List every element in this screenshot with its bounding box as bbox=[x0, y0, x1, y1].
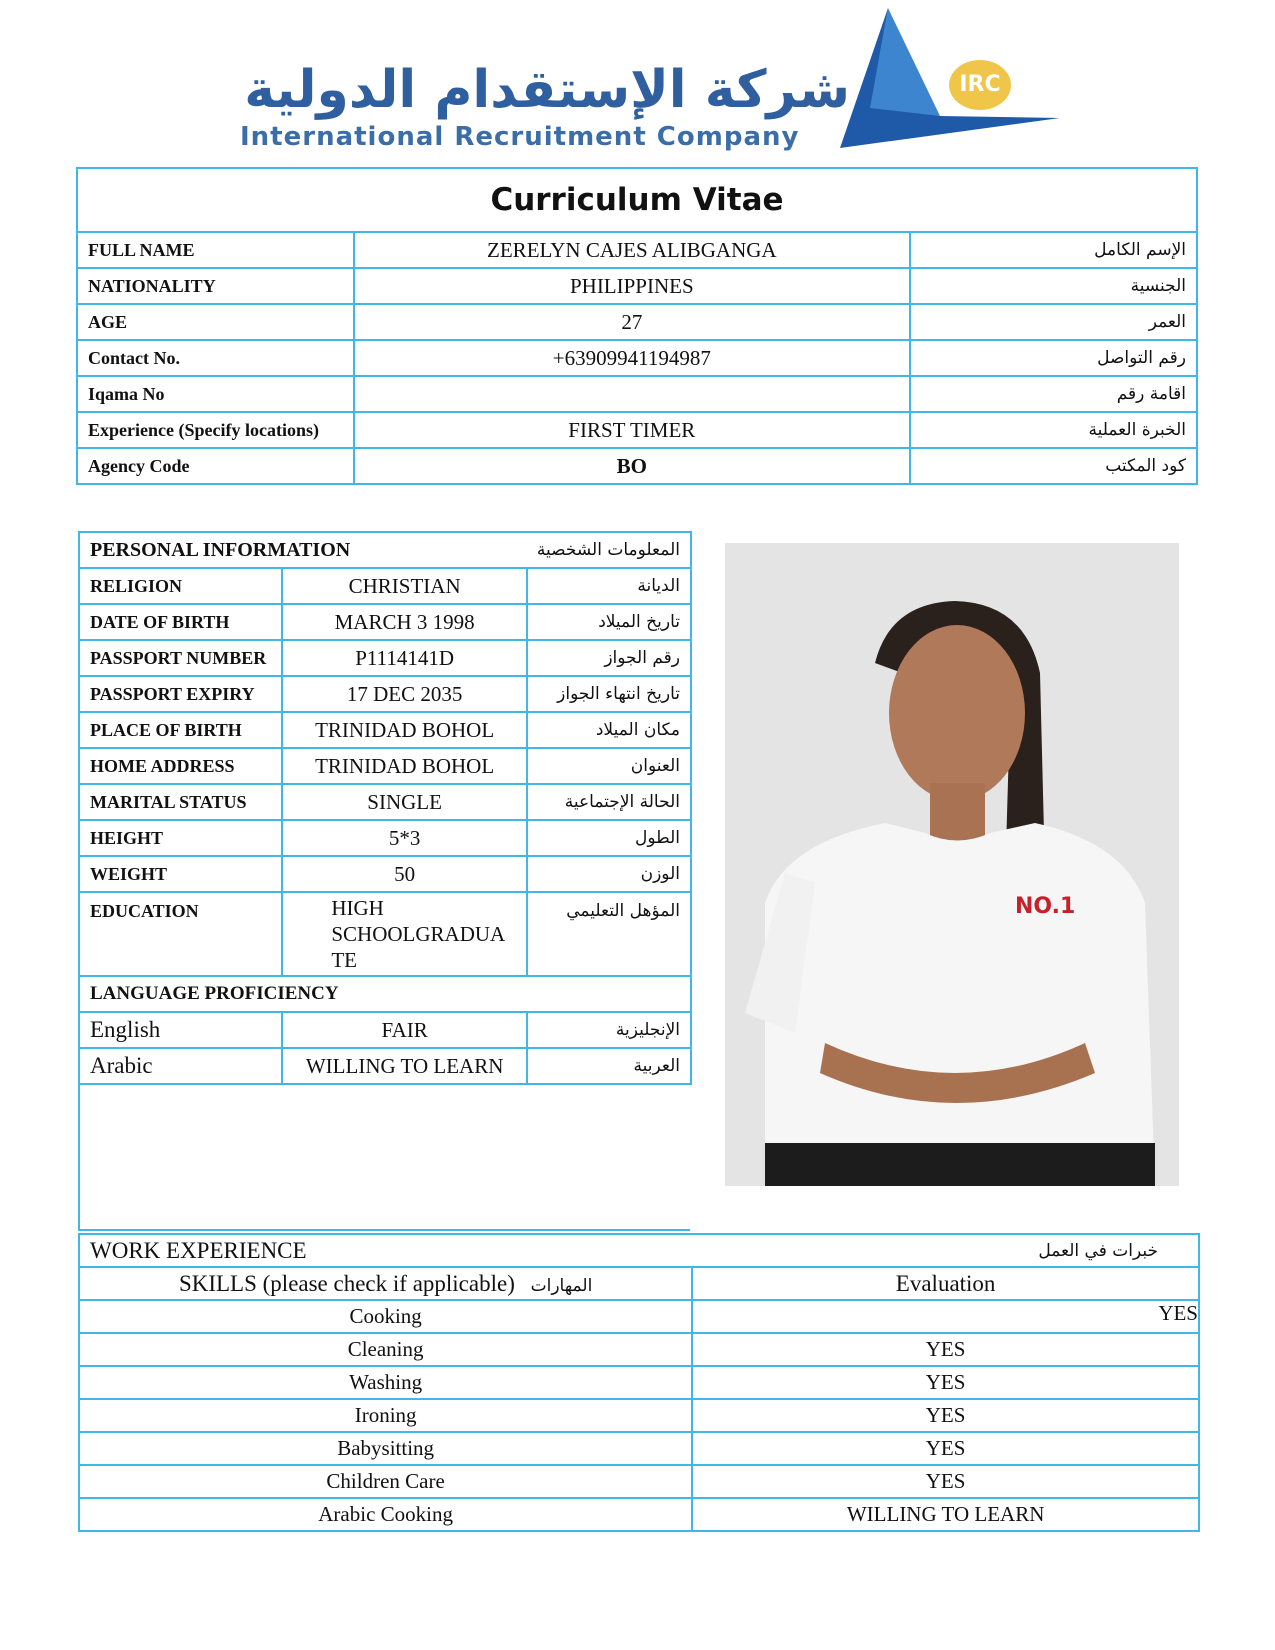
table-row bbox=[79, 1333, 1199, 1366]
table-row bbox=[79, 604, 691, 640]
table-row bbox=[77, 268, 1197, 304]
field-label-arabic: الخبرة العملية bbox=[910, 412, 1197, 448]
field-label-arabic: مكان الميلاد bbox=[527, 712, 691, 748]
field-value: PHILIPPINES bbox=[354, 268, 910, 304]
logo-english-name: International Recruitment Company bbox=[240, 122, 800, 152]
field-label: Contact No. bbox=[77, 340, 354, 376]
language-heading: LANGUAGE PROFICIENCY bbox=[79, 976, 691, 1012]
field-value: 50 bbox=[282, 856, 527, 892]
page-title: Curriculum Vitae bbox=[77, 168, 1197, 232]
field-value: 27 bbox=[354, 304, 910, 340]
skill-name: Washing bbox=[79, 1366, 692, 1399]
skill-evaluation: YES bbox=[692, 1300, 1199, 1333]
field-label: AGE bbox=[77, 304, 354, 340]
field-label-arabic: الديانة bbox=[527, 568, 691, 604]
field-value: CHRISTIAN bbox=[282, 568, 527, 604]
field-label-arabic: الجنسية bbox=[910, 268, 1197, 304]
table-row bbox=[77, 448, 1197, 484]
personal-info-table bbox=[78, 531, 692, 1085]
field-value: TRINIDAD BOHOL bbox=[282, 712, 527, 748]
field-label: Experience (Specify locations) bbox=[77, 412, 354, 448]
field-label: MARITAL STATUS bbox=[79, 784, 282, 820]
language-level: WILLING TO LEARN bbox=[282, 1048, 527, 1084]
table-row bbox=[77, 232, 1197, 268]
skill-name: Ironing bbox=[79, 1399, 692, 1432]
field-label-arabic: العمر bbox=[910, 304, 1197, 340]
svg-text:NO.1: NO.1 bbox=[1015, 894, 1076, 919]
table-row bbox=[79, 748, 691, 784]
skill-evaluation: YES bbox=[692, 1399, 1199, 1432]
field-label-arabic: الإسم الكامل bbox=[910, 232, 1197, 268]
field-label-arabic: المؤهل التعليمي bbox=[527, 892, 691, 976]
cv-details-table bbox=[76, 167, 1198, 485]
field-label: NATIONALITY bbox=[77, 268, 354, 304]
field-value: +63909941194987 bbox=[354, 340, 910, 376]
field-label: Agency Code bbox=[77, 448, 354, 484]
field-label: PASSPORT NUMBER bbox=[79, 640, 282, 676]
skill-evaluation: YES bbox=[692, 1333, 1199, 1366]
table-row bbox=[79, 820, 691, 856]
field-label: Iqama No bbox=[77, 376, 354, 412]
table-row bbox=[79, 1432, 1199, 1465]
language-label: English bbox=[79, 1012, 282, 1048]
table-row bbox=[77, 304, 1197, 340]
field-value: BO bbox=[354, 448, 910, 484]
section-heading: PERSONAL INFORMATION bbox=[79, 532, 527, 568]
table-row bbox=[79, 892, 691, 976]
table-row bbox=[77, 376, 1197, 412]
field-value: FIRST TIMER bbox=[354, 412, 910, 448]
skills-heading-arabic: المهارات bbox=[530, 1275, 593, 1296]
table-row bbox=[79, 784, 691, 820]
table-row bbox=[79, 1048, 691, 1084]
work-experience-table bbox=[78, 1233, 1200, 1532]
field-value: TRINIDAD BOHOL bbox=[282, 748, 527, 784]
logo-arabic-name: شركة الإستقدام الدولية bbox=[244, 60, 850, 120]
table-row bbox=[79, 568, 691, 604]
language-label-arabic: الإنجليزية bbox=[527, 1012, 691, 1048]
field-label-arabic: تاريخ الميلاد bbox=[527, 604, 691, 640]
table-row bbox=[79, 1465, 1199, 1498]
field-label: FULL NAME bbox=[77, 232, 354, 268]
skills-heading bbox=[79, 1267, 692, 1300]
field-value: P1114141D bbox=[282, 640, 527, 676]
skill-evaluation: YES bbox=[692, 1366, 1199, 1399]
section-heading-arabic: خبرات في العمل bbox=[692, 1234, 1199, 1267]
field-label-arabic: الحالة الإجتماعية bbox=[527, 784, 691, 820]
field-label-arabic: الطول bbox=[527, 820, 691, 856]
table-row bbox=[79, 676, 691, 712]
field-value bbox=[354, 376, 910, 412]
skill-name: Babysitting bbox=[79, 1432, 692, 1465]
table-row bbox=[79, 1300, 1199, 1333]
skill-name: Cleaning bbox=[79, 1333, 692, 1366]
field-label-arabic: تاريخ انتهاء الجواز bbox=[527, 676, 691, 712]
evaluation-heading: Evaluation bbox=[692, 1267, 1199, 1300]
field-value: HIGH SCHOOLGRADUA TE bbox=[282, 892, 527, 976]
field-label-arabic: رقم التواصل bbox=[910, 340, 1197, 376]
table-row bbox=[79, 712, 691, 748]
section-heading: WORK EXPERIENCE bbox=[79, 1234, 692, 1267]
skill-evaluation: YES bbox=[692, 1432, 1199, 1465]
field-value: 17 DEC 2035 bbox=[282, 676, 527, 712]
field-value: 5*3 bbox=[282, 820, 527, 856]
skills-heading-text: SKILLS (please check if applicable) bbox=[178, 1270, 515, 1296]
field-label: DATE OF BIRTH bbox=[79, 604, 282, 640]
language-label-arabic: العربية bbox=[527, 1048, 691, 1084]
skill-evaluation: YES bbox=[692, 1465, 1199, 1498]
field-value: SINGLE bbox=[282, 784, 527, 820]
skill-name: Cooking bbox=[79, 1300, 692, 1333]
skill-evaluation: WILLING TO LEARN bbox=[692, 1498, 1199, 1531]
table-row bbox=[79, 1012, 691, 1048]
field-label-arabic: كود المكتب bbox=[910, 448, 1197, 484]
table-row bbox=[77, 340, 1197, 376]
field-label: EDUCATION bbox=[79, 892, 282, 976]
field-label: WEIGHT bbox=[79, 856, 282, 892]
section-heading-arabic: المعلومات الشخصية bbox=[527, 532, 691, 568]
logo-badge: IRC bbox=[949, 60, 1011, 110]
applicant-portrait-icon bbox=[725, 543, 1179, 1186]
skill-name: Children Care bbox=[79, 1465, 692, 1498]
table-row bbox=[79, 640, 691, 676]
table-row bbox=[77, 412, 1197, 448]
field-label: RELIGION bbox=[79, 568, 282, 604]
field-label: PASSPORT EXPIRY bbox=[79, 676, 282, 712]
table-row bbox=[79, 1366, 1199, 1399]
field-label-arabic: رقم الجواز bbox=[527, 640, 691, 676]
skill-name: Arabic Cooking bbox=[79, 1498, 692, 1531]
field-label: HEIGHT bbox=[79, 820, 282, 856]
field-label-arabic: العنوان bbox=[527, 748, 691, 784]
applicant-photo bbox=[725, 543, 1179, 1186]
table-row bbox=[79, 1498, 1199, 1531]
language-level: FAIR bbox=[282, 1012, 527, 1048]
table-row bbox=[79, 856, 691, 892]
company-logo bbox=[240, 8, 1080, 158]
field-label: PLACE OF BIRTH bbox=[79, 712, 282, 748]
field-value: ZERELYN CAJES ALIBGANGA bbox=[354, 232, 910, 268]
field-label-arabic: الوزن bbox=[527, 856, 691, 892]
language-label: Arabic bbox=[79, 1048, 282, 1084]
field-label-arabic: اقامة رقم bbox=[910, 376, 1197, 412]
field-value: MARCH 3 1998 bbox=[282, 604, 527, 640]
table-row bbox=[79, 1399, 1199, 1432]
field-label: HOME ADDRESS bbox=[79, 748, 282, 784]
